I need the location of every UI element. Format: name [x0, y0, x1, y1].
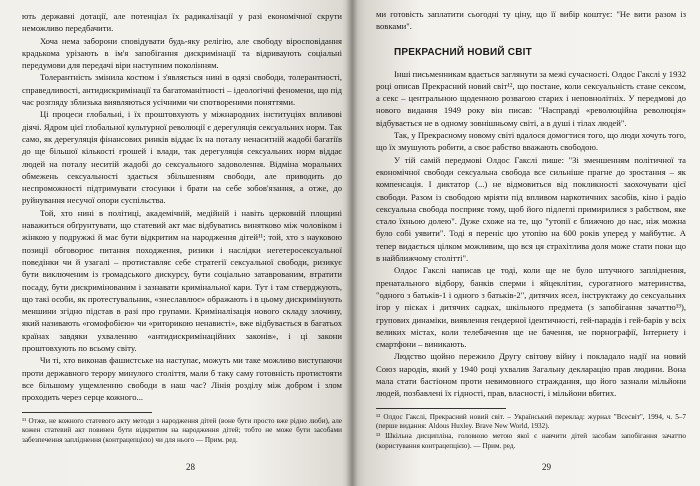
- left-page-number: 28: [186, 462, 195, 472]
- right-footnote-1: ¹² Олдос Гакслі, Прекрасний новий світ. – Український переклад: журнал "Всесвіт", 1994, ч. 5–7 (перше видання: Aldous Huxley. Brave New World, 1932).: [376, 412, 686, 431]
- right-paragraph-2: Так, у Прекрасному новому світі вдалося домогтися того, що люди хочуть того, що їх змушують робити, а своє рабство вважають свободою.: [376, 130, 686, 153]
- right-paragraph-3: У тій самій передмові Олдос Гакслі пише: "Зі зменшенням політичної та економічної свободи сексуальна свобода все сильніше прагне до зростання – як компенсація. І диктатор (...) не відмовиться від покликності заохочувати цієї свободи. Разом із свободою мріяти під впливом наркотичних засобів, кіно і радіо сексуальна свобода посприяє тому, щоб його підлеглі примирилися з рабством, яке стало їхньою долею". Дуже схоже на те, що "утопії є ближчою до нас, ніж можна було собі уявити". Тоді я переніс цю утопію на 600 років уперед у майбутнє. А тепер видається цілком можливим, що вся ця страхітлива доля може стати поки що в найближчому столітті".: [376, 154, 686, 264]
- right-footnote-2: ¹³ Шкільна дисципліна, головною метою якої є навчити дітей засобам запобігання зачаттю (користування контрацепцією). — Прим. ред.: [376, 432, 686, 450]
- book-spine-shadow: [346, 0, 358, 486]
- right-paragraph-1: Інші письменникам вдається заглянути за межі сучасності. Олдос Гакслі у 1932 році описав Прекрасний новий світ¹², що постане, коли сексуальність стане сексом, а секс – центральною щоденною розвагою старих і неповнолітніх. У передмові до нового видання 1949 року він писав: "Насправді «революційна революція» відбувається не в одному зовнішньому світі, а в душі і тілах людей".: [376, 68, 686, 128]
- left-paragraph-1: ють державні дотації, але потенціал їх радикалізації у разі економічної скрути неможливо передбачити.: [22, 11, 342, 34]
- right-paragraph-top: ми готовість заплатити сьогодні ту ціну, що її вибір коштує: "Не вити разом із вовками".: [376, 9, 686, 32]
- left-paragraph-2: Хоча нема заборони сповідувати будь-яку релігію, але свободу віросповідання крадькома урізають в ім'я запобігання дискримінації та відриваують соціальні передумови для передачі віри наступним поколінням.: [22, 35, 342, 71]
- footnote-divider: [376, 408, 506, 409]
- left-footnote: ¹¹ Отже, не кожного статевого акту методи з народження дітей (воне бути просто вже рідно люби), але кожен статевий акт повинен бути відкритим на народження дітей; тобто не може бути засобами забезпечення запліднення (контрацепцією) чи для нього — Прим. ред.: [22, 416, 342, 445]
- left-paragraph-4: Ці процеси глобальні, і їх проштовхують у міжнародних інституціях впливові діячі. Ядром цієї глобальної культурної революції є дерегуляція сексуальних норм. Так само, як дерегуляція фінансових ринків віддає їх на поталу ненаситній жадобі багатіїв до ще більшої кількості грошей і влади, так дерегуляція сексуальних норм віддає людей на поталу неситій жадобі до сексуального задоволення. Відміна моральних обмежень сексуальності здається збільшенням свободи, але приводить до неспроможності підтримувати стосунки і брати на себе зобов'язання, а отже, до руйнування несучої опори суспільства.: [22, 109, 342, 206]
- left-paragraph-5: Той, хто нині в політиці, академічній, медійній і навіть церковній площині наважиться обґрунтувати, що статевий акт має відбуватись винятково між чоловіком і жінкою у подружжі й має бути відкритим на народження дітей¹¹; той, хто з науковою позиції обговорює питання походження, ризики і наслідки негетеросексуальної поведінки чи й узагалі – протиставляє себе стратегії сексуальної свободи, ризикує бути виключеним із громадського дискурсу, бути соціально затаврованим, втратити посаду, бути дискримінованим і зазнавати кримінальної кари. Тут і там стверджують, що такі особи, як протестувальник, «знеславлює» ображають і в цьому дискримінують меншини згідно підстав в разі про групами. Криміналізація нового складу злочину, який називають «гомофобією» чи «риторикою ненависті», вже відбувається в багатьох країнах завдяки ухваленню «антидискримінаційних законів», і ці закони проштовхують по всьому світу.: [22, 207, 342, 354]
- left-page-body: [22, 10, 342, 404]
- left-paragraph-6: Чи ті, хто виконав фашистське на наступає, можуть ми таке можливо виступаючи проти державного терору минулого століття, мали б таку саму готовність протистояти все більшому ущемленню свободи в наш час? Лінія розділу між добром і злом проходить через серце кожного...: [22, 355, 342, 403]
- right-page-number: 29: [542, 462, 551, 472]
- left-paragraph-3: Толерантність змінила костюм і з'являється нині в одязі свободи, толерантності, справедливості, антидискримінації та багатоманітності – ідеологічні феномени, що під час розгляду зблизька виявляються усічними чи спотвореними поняттями.: [22, 72, 342, 108]
- right-page: [352, 0, 700, 486]
- section-heading: ПРЕКРАСНИЙ НОВИЙ СВІТ: [394, 46, 532, 58]
- footnote-divider: [22, 412, 152, 413]
- right-paragraph-5: Людство щойно пережило Другу світову війну і покладало надії на новий Союз народів, який у 1940 році ухвалив Загальну декларацію прав людини. Вона мала стати бастіоном проти невимовного страждання, що його зазнали мільйони людей, позбавлені їх гідності, прав, власності, і мільйони вбитих.: [376, 351, 686, 399]
- right-paragraph-4: Олдос Гакслі написав це тоді, коли ще не було штучного запліднення, пренатального відбору, банків сперми і яйцеклітин, сурогатного материнства, "одного з батьків-1 і одного з батьків-2", дитячих ясел, інструктажу до сексуальних ігор у пісках і дитячих садках, шкільного предмета (з запобігання зачаттю¹³), групових динаміки, виявлення гендерної ідентичності, гей-парадів і гей-барів у всіх великих містах, коли телебачення ще не бачення, не порнографії, Інтернету і смартфони – виникають.: [376, 265, 686, 350]
